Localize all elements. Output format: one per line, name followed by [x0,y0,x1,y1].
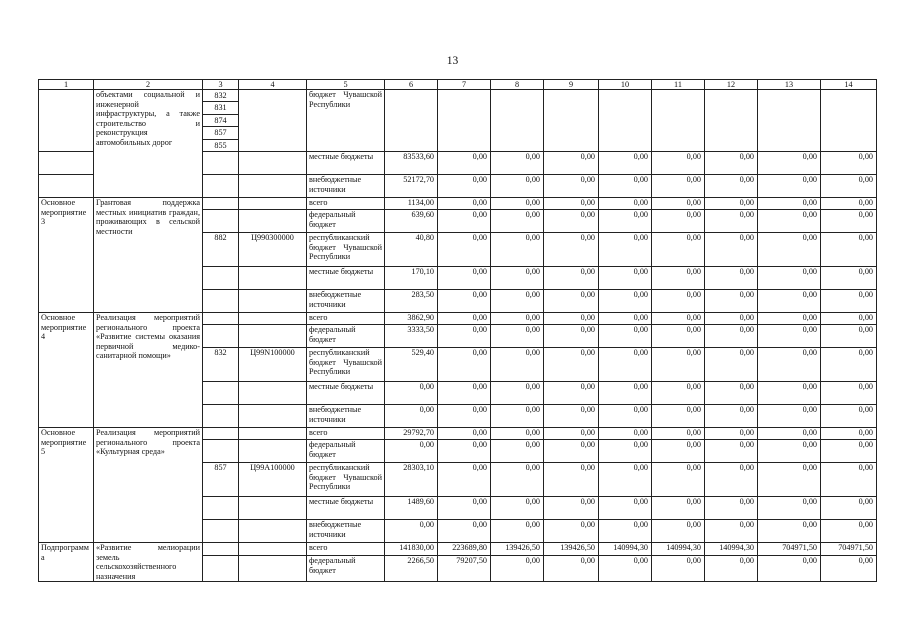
value-cell [821,90,877,152]
value-cell: 0,00 [599,209,652,232]
value-cell: 0,00 [821,496,877,519]
value-cell: 0,00 [599,232,652,266]
value-cell [491,90,544,152]
column-number-10: 10 [599,80,652,90]
value-cell: 0,00 [821,404,877,427]
grbs-cell [203,289,239,312]
value-cell: 0,00 [758,324,821,347]
value-cell: 0,00 [544,174,599,197]
grbs-code: 857 [203,127,238,139]
measure-name: Реализация мероприятий регионального проекта «Культурная среда» [94,427,203,542]
csr-cell [239,496,307,519]
value-cell: 0,00 [438,232,491,266]
value-cell: 0,00 [599,427,652,439]
value-cell: 0,00 [544,427,599,439]
value-cell: 0,00 [438,197,491,209]
grbs-codes [203,90,239,152]
source-cell: всего [307,542,385,556]
value-cell: 139426,50 [491,542,544,556]
csr-cell [239,266,307,289]
value-cell: 0,00 [599,289,652,312]
value-cell: 0,00 [544,404,599,427]
value-cell: 0,00 [438,324,491,347]
value-cell: 0,00 [599,439,652,462]
value-cell: 140994,30 [599,542,652,556]
value-cell: 0,00 [821,232,877,266]
value-cell: 0,00 [438,347,491,381]
value-cell: 0,00 [821,381,877,404]
column-number-14: 14 [821,80,877,90]
value-cell: 0,00 [705,312,758,324]
value-cell: 0,00 [438,289,491,312]
type-cell [39,151,94,174]
value-cell: 0,00 [544,556,599,582]
csr-cell [239,209,307,232]
value-cell [544,90,599,152]
grbs-cell [203,174,239,197]
grbs-cell [203,404,239,427]
value-cell: 140994,30 [652,542,705,556]
value-cell: 0,00 [438,496,491,519]
value-cell: 0,00 [705,151,758,174]
value-cell: 3333,50 [385,324,438,347]
csr-cell [239,289,307,312]
value-cell: 40,80 [385,232,438,266]
grbs-cell [203,496,239,519]
value-cell: 0,00 [652,209,705,232]
grbs-cell [203,381,239,404]
value-cell: 0,00 [821,462,877,496]
value-cell: 0,00 [491,556,544,582]
column-number-2: 2 [94,80,203,90]
csr-cell [239,381,307,404]
source-cell: республиканский бюджет Чувашской Республики [307,232,385,266]
table-row [39,197,877,209]
value-cell: 0,00 [544,266,599,289]
source-cell: республиканский бюджет Чувашской Республики [307,347,385,381]
value-cell: 0,00 [491,462,544,496]
value-cell: 0,00 [491,312,544,324]
value-cell: 0,00 [652,519,705,542]
value-cell: 0,00 [599,324,652,347]
value-cell: 83533,60 [385,151,438,174]
value-cell: 0,00 [652,232,705,266]
value-cell: 0,00 [705,462,758,496]
value-cell: 1134,00 [385,197,438,209]
value-cell: 0,00 [821,519,877,542]
value-cell: 0,00 [821,174,877,197]
source-cell: местные бюджеты [307,266,385,289]
value-cell: 0,00 [705,324,758,347]
value-cell: 0,00 [491,404,544,427]
value-cell: 0,00 [544,347,599,381]
grbs-cell [203,427,239,439]
source-cell: всего [307,427,385,439]
value-cell: 0,00 [491,347,544,381]
csr-cell: Ц99N100000 [239,347,307,381]
value-cell: 0,00 [705,232,758,266]
column-number-9: 9 [544,80,599,90]
value-cell: 0,00 [544,324,599,347]
source-cell: внебюджетные источники [307,404,385,427]
value-cell: 0,00 [385,404,438,427]
csr-cell [239,542,307,556]
table-row [39,312,877,324]
table-row [39,542,877,556]
value-cell: 0,00 [491,496,544,519]
grbs-cell [203,151,239,174]
value-cell: 0,00 [491,197,544,209]
column-number-3: 3 [203,80,239,90]
value-cell: 0,00 [599,266,652,289]
csr-cell [239,174,307,197]
grbs-cell [203,197,239,209]
value-cell [599,90,652,152]
source-cell: внебюджетные источники [307,174,385,197]
source-cell: внебюджетные источники [307,519,385,542]
value-cell: 0,00 [544,289,599,312]
grbs-code-list [203,90,238,151]
grbs-cell [203,324,239,347]
value-cell: 639,60 [385,209,438,232]
value-cell: 0,00 [599,462,652,496]
value-cell: 0,00 [758,556,821,582]
value-cell: 0,00 [705,556,758,582]
value-cell: 0,00 [705,427,758,439]
value-cell: 0,00 [758,289,821,312]
value-cell: 0,00 [491,266,544,289]
value-cell: 0,00 [544,381,599,404]
value-cell: 0,00 [758,151,821,174]
value-cell: 0,00 [758,381,821,404]
value-cell: 0,00 [758,462,821,496]
value-cell: 0,00 [544,462,599,496]
source-cell: местные бюджеты [307,151,385,174]
value-cell: 0,00 [652,312,705,324]
value-cell: 0,00 [438,462,491,496]
value-cell: 0,00 [599,197,652,209]
grbs-code: 874 [203,115,238,127]
value-cell: 0,00 [705,266,758,289]
csr-cell [239,312,307,324]
column-number-6: 6 [385,80,438,90]
value-cell: 0,00 [758,232,821,266]
type-cell [39,90,94,152]
budget-table [38,79,877,582]
value-cell: 0,00 [705,347,758,381]
source-cell: бюджет Чувашской Республики [307,90,385,152]
value-cell: 0,00 [652,404,705,427]
value-cell: 0,00 [652,197,705,209]
value-cell: 0,00 [544,197,599,209]
value-cell: 0,00 [652,324,705,347]
value-cell: 0,00 [652,496,705,519]
measure-type: Основное мероприятие 4 [39,312,94,427]
value-cell: 0,00 [491,427,544,439]
value-cell: 29792,70 [385,427,438,439]
value-cell: 0,00 [491,289,544,312]
value-cell: 0,00 [758,347,821,381]
grbs-cell: 832 [203,347,239,381]
measure-type: Основное мероприятие 5 [39,427,94,542]
value-cell: 0,00 [385,381,438,404]
value-cell: 0,00 [385,439,438,462]
grbs-code: 832 [203,90,238,102]
value-cell [705,90,758,152]
value-cell: 3862,90 [385,312,438,324]
value-cell: 0,00 [599,404,652,427]
page-number: 13 [446,55,459,67]
csr-cell [239,324,307,347]
value-cell: 0,00 [491,519,544,542]
value-cell: 0,00 [821,266,877,289]
value-cell: 0,00 [652,151,705,174]
value-cell: 0,00 [821,209,877,232]
value-cell: 0,00 [652,462,705,496]
column-number-13: 13 [758,80,821,90]
value-cell: 0,00 [821,427,877,439]
value-cell: 0,00 [705,289,758,312]
source-cell: федеральный бюджет [307,556,385,582]
source-cell: федеральный бюджет [307,439,385,462]
column-number-row [39,80,877,90]
value-cell: 170,10 [385,266,438,289]
subprogram-type: Подпрограмма [39,542,94,581]
value-cell: 704971,50 [821,542,877,556]
column-number-12: 12 [705,80,758,90]
value-cell: 0,00 [821,556,877,582]
subprogram-name: «Развитие мелиорации земель сельскохозяйственного назначения [94,542,203,581]
source-cell: внебюджетные источники [307,289,385,312]
value-cell: 79207,50 [438,556,491,582]
value-cell: 28303,10 [385,462,438,496]
grbs-cell: 882 [203,232,239,266]
value-cell: 0,00 [758,197,821,209]
value-cell: 0,00 [758,266,821,289]
measure-type: Основное мероприятие 3 [39,197,94,312]
value-cell: 0,00 [438,174,491,197]
measure-name: объектами социальной и инженерной инфраструктуры, а также строительство и реконструкция автомобильных дорог [94,90,203,198]
measure-name: Реализация мероприятий регионального проекта «Развитие системы оказания первичной медико-санитарной помощи» [94,312,203,427]
value-cell: 0,00 [544,519,599,542]
csr-cell [239,427,307,439]
csr-cell [239,151,307,174]
value-cell [652,90,705,152]
value-cell: 223689,80 [438,542,491,556]
value-cell: 0,00 [438,381,491,404]
value-cell: 0,00 [438,266,491,289]
value-cell: 0,00 [438,404,491,427]
value-cell: 0,00 [652,427,705,439]
value-cell: 0,00 [705,404,758,427]
value-cell: 529,40 [385,347,438,381]
source-cell: местные бюджеты [307,496,385,519]
value-cell: 0,00 [544,209,599,232]
source-cell: республиканский бюджет Чувашской Республики [307,462,385,496]
value-cell: 0,00 [599,496,652,519]
value-cell: 0,00 [385,519,438,542]
column-number-8: 8 [491,80,544,90]
source-cell: всего [307,312,385,324]
value-cell: 0,00 [758,496,821,519]
grbs-cell: 857 [203,462,239,496]
grbs-cell [203,209,239,232]
value-cell: 0,00 [705,496,758,519]
value-cell: 0,00 [491,209,544,232]
grbs-code: 855 [214,140,227,150]
value-cell: 0,00 [821,347,877,381]
value-cell: 0,00 [599,151,652,174]
table-row [39,427,877,439]
value-cell: 0,00 [491,174,544,197]
value-cell: 0,00 [599,556,652,582]
value-cell: 2266,50 [385,556,438,582]
column-number-5: 5 [307,80,385,90]
value-cell: 0,00 [599,174,652,197]
value-cell [385,90,438,152]
grbs-code: 831 [203,102,238,114]
grbs-cell [203,439,239,462]
value-cell: 0,00 [821,289,877,312]
measure-name: Грантовая поддержка местных инициатив граждан, проживающих в сельской местности [94,197,203,312]
value-cell: 0,00 [544,151,599,174]
value-cell [438,90,491,152]
value-cell: 0,00 [438,519,491,542]
value-cell: 0,00 [705,174,758,197]
grbs-cell [203,542,239,556]
value-cell: 0,00 [652,439,705,462]
value-cell: 140994,30 [705,542,758,556]
table-row [39,90,877,152]
value-cell: 1489,60 [385,496,438,519]
source-cell: федеральный бюджет [307,324,385,347]
type-cell [39,174,94,197]
value-cell: 0,00 [544,496,599,519]
value-cell: 0,00 [821,324,877,347]
value-cell: 52172,70 [385,174,438,197]
value-cell: 0,00 [821,439,877,462]
value-cell: 0,00 [599,312,652,324]
value-cell: 0,00 [491,439,544,462]
value-cell [758,90,821,152]
value-cell: 0,00 [758,174,821,197]
column-number-1: 1 [39,80,94,90]
column-number-7: 7 [438,80,491,90]
value-cell: 0,00 [758,404,821,427]
source-cell: всего [307,197,385,209]
column-number-11: 11 [652,80,705,90]
value-cell: 283,50 [385,289,438,312]
csr-cell [239,197,307,209]
value-cell: 0,00 [599,347,652,381]
value-cell: 0,00 [652,381,705,404]
value-cell: 0,00 [491,151,544,174]
csr-cell [239,90,307,152]
value-cell: 0,00 [491,324,544,347]
grbs-cell [203,312,239,324]
value-cell: 0,00 [758,209,821,232]
value-cell: 0,00 [758,439,821,462]
value-cell: 0,00 [821,151,877,174]
value-cell: 0,00 [705,197,758,209]
value-cell: 0,00 [652,556,705,582]
value-cell: 0,00 [438,151,491,174]
csr-cell [239,556,307,582]
grbs-cell [203,556,239,582]
value-cell: 0,00 [438,209,491,232]
value-cell: 0,00 [438,312,491,324]
value-cell: 0,00 [652,266,705,289]
csr-cell [239,519,307,542]
value-cell: 0,00 [599,519,652,542]
value-cell: 0,00 [705,381,758,404]
value-cell: 0,00 [438,427,491,439]
grbs-cell [203,266,239,289]
csr-cell: Ц990300000 [239,232,307,266]
value-cell: 0,00 [438,439,491,462]
value-cell: 0,00 [652,289,705,312]
column-number-4: 4 [239,80,307,90]
value-cell: 0,00 [821,197,877,209]
value-cell: 0,00 [705,519,758,542]
csr-cell [239,439,307,462]
value-cell: 0,00 [599,381,652,404]
value-cell: 0,00 [705,439,758,462]
value-cell: 0,00 [758,427,821,439]
value-cell: 141830,00 [385,542,438,556]
value-cell: 139426,50 [544,542,599,556]
value-cell: 704971,50 [758,542,821,556]
value-cell: 0,00 [652,174,705,197]
source-cell: федеральный бюджет [307,209,385,232]
value-cell: 0,00 [491,381,544,404]
source-cell: местные бюджеты [307,381,385,404]
csr-cell [239,404,307,427]
csr-cell: Ц99A100000 [239,462,307,496]
value-cell: 0,00 [758,312,821,324]
value-cell: 0,00 [705,209,758,232]
value-cell: 0,00 [544,439,599,462]
value-cell: 0,00 [821,312,877,324]
value-cell: 0,00 [652,347,705,381]
grbs-cell [203,519,239,542]
value-cell: 0,00 [544,312,599,324]
value-cell: 0,00 [758,519,821,542]
value-cell: 0,00 [544,232,599,266]
value-cell: 0,00 [491,232,544,266]
